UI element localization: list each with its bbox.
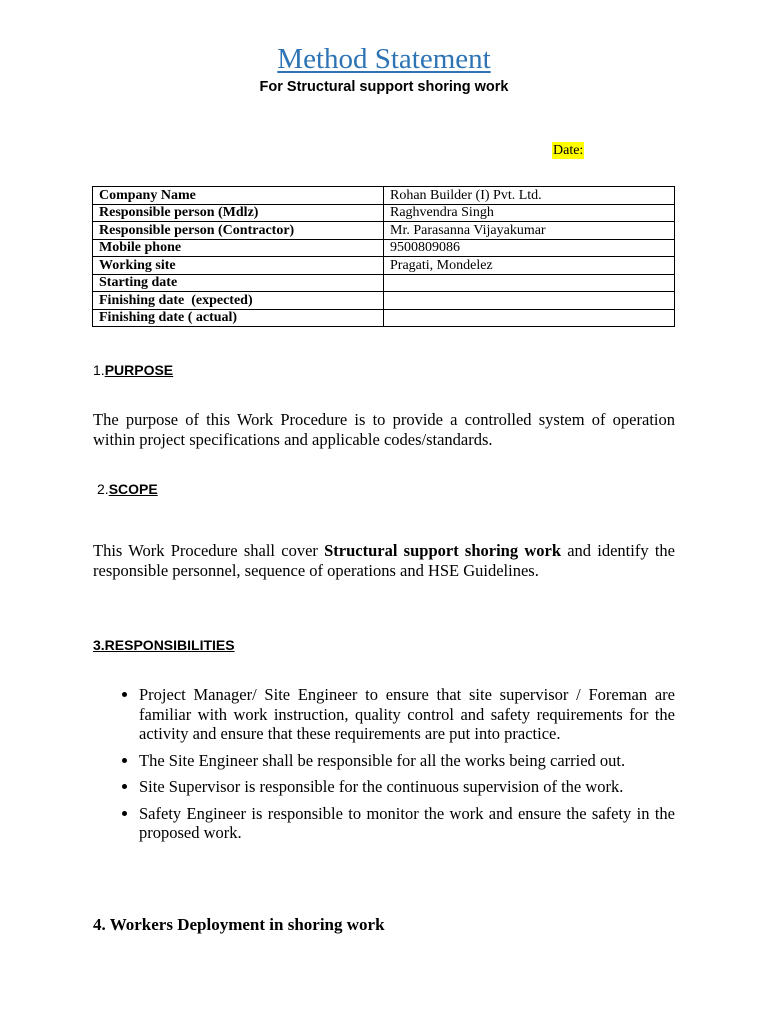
table-label: Responsible person (Contractor) [93,222,384,240]
table-label: Mobile phone [93,239,384,257]
responsibilities-title: 3.RESPONSIBILITIES [93,637,235,653]
table-value [384,274,675,292]
table-value: Rohan Builder (I) Pvt. Ltd. [384,187,675,205]
purpose-text: The purpose of this Work Procedure is to provide a controlled system of operation within project specifications and applicable codes/standards. [93,410,675,449]
table-value: 9500809086 [384,239,675,257]
scope-text-end: and identify the responsible personnel, sequence of operations and HSE Guidelines. [93,541,675,580]
scope-text-bold: Structural support shoring work [324,541,561,560]
table-label: Company Name [93,187,384,205]
list-item: • Safety Engineer is responsible to monitor the work and ensure the safety in the proposed work. [139,804,675,843]
info-table [92,186,675,327]
table-value: Mr. Parasanna Vijayakumar [384,222,675,240]
scope-text [93,541,675,581]
purpose-number: 1. [93,362,105,378]
scope-heading [97,480,158,498]
list-item: • The Site Engineer shall be responsible for all the works being carried out. [139,751,675,771]
table-row [93,204,675,222]
table-label: Starting date [93,274,384,292]
table-row [93,222,675,240]
table-row [93,274,675,292]
table-row [93,309,675,327]
table-label: Responsible person (Mdlz) [93,204,384,222]
table-row [93,292,675,310]
table-label: Working site [93,257,384,275]
table-value: Raghvendra Singh [384,204,675,222]
document-title: Method Statement [277,43,491,75]
document-subtitle: For Structural support shoring work [259,79,509,95]
purpose-title: PURPOSE [104,362,174,378]
scope-text-start: This Work Procedure shall cover [93,541,325,560]
list-item: • Site Supervisor is responsible for the continuous supervision of the work. [139,777,675,797]
workers-heading: 4. Workers Deployment in shoring work [93,915,385,934]
table-row [93,257,675,275]
scope-number: 2. [97,481,109,497]
table-value [384,309,675,327]
table-label: Finishing date ( actual) [93,309,384,327]
responsibilities-heading [93,636,235,654]
purpose-heading [93,361,173,379]
table-label: Finishing date (expected) [93,292,384,310]
date-label: Date: [553,143,584,158]
table-value [384,292,675,310]
table-row [93,239,675,257]
table-value: Pragati, Mondelez [384,257,675,275]
table-row [93,187,675,205]
list-item: • Project Manager/ Site Engineer to ensure that site supervisor / Foreman are familiar with work instruction, quality control and safety requirements for the activity and ensure that these requirements are put into practice. [139,685,675,744]
scope-title: SCOPE [108,481,158,497]
responsibilities-list [93,685,675,850]
